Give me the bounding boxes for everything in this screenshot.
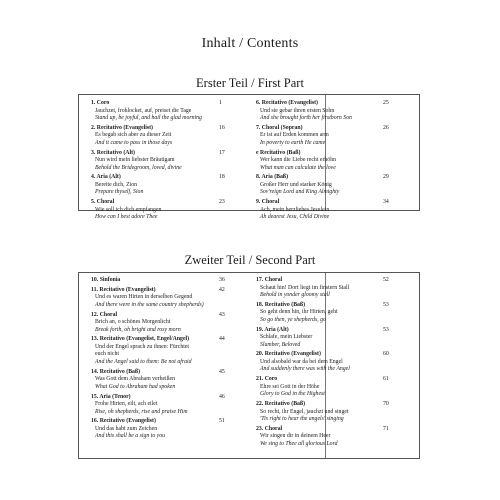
entry-german-text: Ach, mein herzliebes Jesulein xyxy=(260,206,330,213)
entry-number: 8. xyxy=(256,174,262,181)
entry-page-number: 46 xyxy=(219,393,225,400)
contents-entry[interactable] xyxy=(91,286,225,310)
contents-entry[interactable] xyxy=(256,425,389,449)
entry-page-number: 29 xyxy=(383,174,389,181)
entry-heading xyxy=(91,277,120,285)
entry-title: Sinfonia xyxy=(99,277,121,283)
entry-heading xyxy=(91,125,172,133)
entry-page-number: 53 xyxy=(383,301,389,308)
entry-german-text: euch nicht xyxy=(95,351,119,358)
contents-entry[interactable] xyxy=(91,393,225,417)
contents-entry[interactable] xyxy=(91,277,225,285)
entry-title: Recitativo (Evangelist) xyxy=(99,286,156,293)
contents-entry[interactable] xyxy=(256,301,389,325)
entry-heading xyxy=(256,277,349,285)
entry-page-number: 45 xyxy=(219,368,225,375)
entry-english-text: And suddenly there was with the Angel xyxy=(260,366,350,373)
entry-english-text: What man can calculate the love xyxy=(260,164,336,171)
entry-english-text: Sov'reign Lord and King Almighty xyxy=(260,189,340,196)
entry-heading xyxy=(256,174,339,182)
contents-entry[interactable] xyxy=(91,368,225,392)
part1-title: Erster Teil / First Part xyxy=(196,76,304,90)
entry-german-text: Was Gott dem Abraham verheißen xyxy=(95,376,176,383)
contents-entry[interactable] xyxy=(91,199,225,222)
entry-english-text: Stand up, be joyful, and hail the glad morning xyxy=(95,115,202,121)
entry-title: Recitativo (Baß) xyxy=(264,401,306,407)
entry-english-text: So go then, ye shepherds, go xyxy=(260,316,326,323)
entry-german-text: Und das habt zum Zeichen xyxy=(95,425,158,432)
entry-heading xyxy=(256,150,336,158)
entry-number: 2. xyxy=(91,124,97,131)
entry-page-number: 17 xyxy=(219,149,225,156)
entry-number: 21. xyxy=(256,376,265,383)
entry-title: Choral xyxy=(99,311,118,318)
entry-english-text: Ah dearest Jesu, Child Divine xyxy=(260,214,330,221)
entry-title: Aria (Alt) xyxy=(96,174,121,181)
entry-title: Choral xyxy=(264,277,283,283)
entry-english-text: And she brought forth her firstborn Son xyxy=(260,115,352,121)
entry-german-text: So geht denn hin, ihr Hirten, geht xyxy=(260,309,338,316)
entry-german-text: Wer kann die Liebe recht erhöhn xyxy=(260,157,336,164)
entry-english-text: Behold the Bridegroom, loved, divine xyxy=(95,164,182,171)
entry-title: Choral (Sopran) xyxy=(261,124,303,131)
entry-number: 12. xyxy=(91,311,100,318)
entry-page-number: 16 xyxy=(219,124,225,131)
entry-english-text: Prepare thyself, Sion xyxy=(95,189,144,196)
entry-page-number: 52 xyxy=(383,277,389,283)
entry-page-number: 71 xyxy=(383,425,389,432)
contents-entry[interactable] xyxy=(256,277,389,300)
contents-entry[interactable] xyxy=(256,174,389,197)
part2-contents-table xyxy=(78,272,420,459)
entry-number: 17. xyxy=(256,277,265,283)
entry-german-text: Nun wird mein liebster Bräutigam xyxy=(95,157,175,164)
entry-heading xyxy=(91,150,182,158)
entry-heading xyxy=(91,336,192,344)
entry-title: Choral xyxy=(96,199,115,206)
entry-german-text: Bereite dich, Zion xyxy=(95,181,138,188)
entry-german-text: So recht, ihr Engel, jauchzt und singet xyxy=(260,408,349,415)
entry-heading xyxy=(91,394,188,402)
entry-english-text: And the Angel said to them: Be not afraid xyxy=(95,358,192,365)
entry-title: Aria (Baß) xyxy=(261,174,289,181)
entry-german-text: Schlafe, mein Liebster xyxy=(260,334,313,341)
entry-number: 14. xyxy=(91,368,100,375)
entry-number: 4. xyxy=(91,174,97,181)
entry-number: 23. xyxy=(256,425,265,432)
entry-page-number: 34 xyxy=(383,199,389,206)
entry-title: Recitativo (Evangelist) xyxy=(99,418,156,425)
entry-title: Choral xyxy=(261,199,280,206)
entry-page-number: 26 xyxy=(383,124,389,131)
entry-title: e Recitativo (Baß) xyxy=(256,149,301,156)
contents-entry[interactable] xyxy=(91,336,225,366)
entry-german-text: Und es waren Hirten in derselben Gegend xyxy=(95,294,193,301)
entry-english-text: 'Tis right to hear the angels' singing xyxy=(260,416,344,422)
entry-number: 19. xyxy=(256,326,265,333)
entry-german-text: Schaut hin! Dort liegt im finstern Stall xyxy=(260,284,350,291)
entry-heading xyxy=(256,199,329,207)
entry-german-text: Großer Herr und starker König xyxy=(260,181,332,188)
entry-german-text: Er ist auf Erden kommen arm xyxy=(260,132,329,139)
entry-heading xyxy=(91,287,204,295)
entry-page-number: 60 xyxy=(383,351,389,358)
entry-title: Coro xyxy=(96,100,110,106)
entry-title: Aria (Tenor) xyxy=(99,393,131,400)
entry-number: 3. xyxy=(91,149,97,156)
entry-page-number: 51 xyxy=(219,418,225,425)
contents-entry[interactable] xyxy=(91,174,225,197)
entry-german-text: Jauchzet, frohlocket, auf, preiset die Tage xyxy=(95,107,192,114)
entry-page-number: 36 xyxy=(219,277,225,283)
contents-entry[interactable] xyxy=(91,418,225,441)
entry-german-text: Ehre sei Gott in der Höhe xyxy=(260,383,320,390)
entry-german-text: Frohe Hirten, eilt, ach eilet xyxy=(95,401,158,407)
entry-page-number: 70 xyxy=(383,401,389,407)
contents-entry[interactable] xyxy=(256,351,389,374)
entry-german-text: Und der Engel sprach zu ihnen: Fürchtet xyxy=(95,343,190,350)
entry-heading xyxy=(91,312,181,320)
entry-heading xyxy=(91,174,143,182)
entry-number: 7. xyxy=(256,124,262,131)
entry-number: 18. xyxy=(256,301,265,308)
entry-page-number: 53 xyxy=(383,326,389,333)
entry-german-text: Und sie gebar ihren ersten Sohn xyxy=(260,107,335,114)
entry-page-number: 44 xyxy=(219,336,225,343)
entry-page-number: 25 xyxy=(383,100,389,106)
entry-german-text: Und alsobald war da bei dem Engel xyxy=(260,358,343,365)
contents-entry[interactable] xyxy=(91,311,225,335)
entry-number: 5. xyxy=(91,199,97,206)
entry-heading xyxy=(256,100,352,108)
contents-entry[interactable] xyxy=(91,100,222,123)
contents-entry[interactable] xyxy=(256,100,389,123)
entry-heading xyxy=(256,302,338,310)
entry-english-text: In poverty to earth He came xyxy=(260,139,326,146)
entry-english-text: Break forth, oh bright and rosy morn xyxy=(95,326,181,333)
entry-english-text: What God to Abraham had spoken xyxy=(95,383,176,390)
entry-heading xyxy=(91,418,165,426)
entry-page-number: 23 xyxy=(219,199,225,206)
entry-page-number: 61 xyxy=(383,376,389,383)
entry-number: 20. xyxy=(256,351,265,358)
entry-number: 10. xyxy=(91,277,100,283)
entry-number: 11. xyxy=(91,286,100,293)
entry-english-text: And this shall be a sign to you xyxy=(95,433,166,440)
entry-heading xyxy=(91,100,202,108)
entry-heading xyxy=(256,351,350,359)
contents-entry[interactable] xyxy=(256,376,389,399)
entry-english-text: Slumber, Beloved xyxy=(260,341,301,348)
entry-title: Recitativo (Evangelist) xyxy=(264,351,321,358)
entry-heading xyxy=(256,426,338,434)
entry-english-text: And it came to pass in those days xyxy=(95,139,173,146)
entry-german-text: Es begab sich aber zu dieser Zeit xyxy=(95,132,172,139)
entry-page-number: 18 xyxy=(219,174,225,181)
entry-title: Recitativo (Evangelist) xyxy=(261,100,318,106)
entry-title: Coro xyxy=(264,376,278,383)
entry-heading xyxy=(256,401,349,409)
entry-heading xyxy=(256,376,325,384)
entry-number: 15. xyxy=(91,393,100,400)
contents-entry[interactable] xyxy=(256,199,389,222)
entry-page-number: 1 xyxy=(219,100,222,106)
entry-english-text: And there were in the same country shepherds) xyxy=(95,301,204,308)
contents-entry[interactable] xyxy=(256,401,389,424)
contents-entry[interactable] xyxy=(256,326,389,350)
entry-english-text: We sing to Thee all glorious Lord xyxy=(260,440,338,447)
entry-english-text: Glory to God in the Highest xyxy=(260,391,325,398)
entry-heading xyxy=(91,199,161,207)
contents-entry[interactable] xyxy=(256,150,336,173)
entry-title: Recitativo (Evangelist) xyxy=(96,124,153,131)
entry-german-text: Wir singen dir in deinem Heer xyxy=(260,433,331,440)
entry-english-text: How can I best adore Thee xyxy=(95,214,158,221)
entry-heading xyxy=(256,327,312,335)
entry-title: Recitativo (Baß) xyxy=(99,368,141,375)
entry-title: Recitativo (Evangelist, Engel/Angel) xyxy=(99,336,190,343)
contents-entry[interactable] xyxy=(256,124,389,148)
contents-entry[interactable] xyxy=(91,149,225,173)
part1-contents-table xyxy=(78,94,420,221)
part2-title: Zweiter Teil / Second Part xyxy=(184,253,316,267)
entry-number: 22. xyxy=(256,401,265,407)
entry-number: 9. xyxy=(256,199,262,206)
entry-page-number: 43 xyxy=(219,311,225,318)
entry-german-text: Wie soll ich dich empfangen xyxy=(95,206,162,213)
contents-entry[interactable] xyxy=(91,124,225,148)
entry-german-text: Brich an, o schönes Morgenlicht xyxy=(95,319,171,326)
entry-title: Choral xyxy=(264,425,283,432)
entry-english-text: Behold in yonder gloomy stall xyxy=(260,292,330,298)
entry-title: Recitativo (Alt) xyxy=(96,149,135,156)
entry-title: Recitativo (Baß) xyxy=(264,301,306,308)
entry-number: 13. xyxy=(91,336,100,343)
page-title: Inhalt / Contents xyxy=(201,36,299,51)
entry-title: Aria (Alt) xyxy=(264,326,289,333)
entry-number: 1. xyxy=(91,100,97,106)
entry-english-text: Rise, oh shepherds, rise and praise Him xyxy=(95,408,188,415)
entry-page-number: 42 xyxy=(219,286,225,293)
entry-number: 6. xyxy=(256,100,262,106)
entry-number: 16. xyxy=(91,418,100,425)
